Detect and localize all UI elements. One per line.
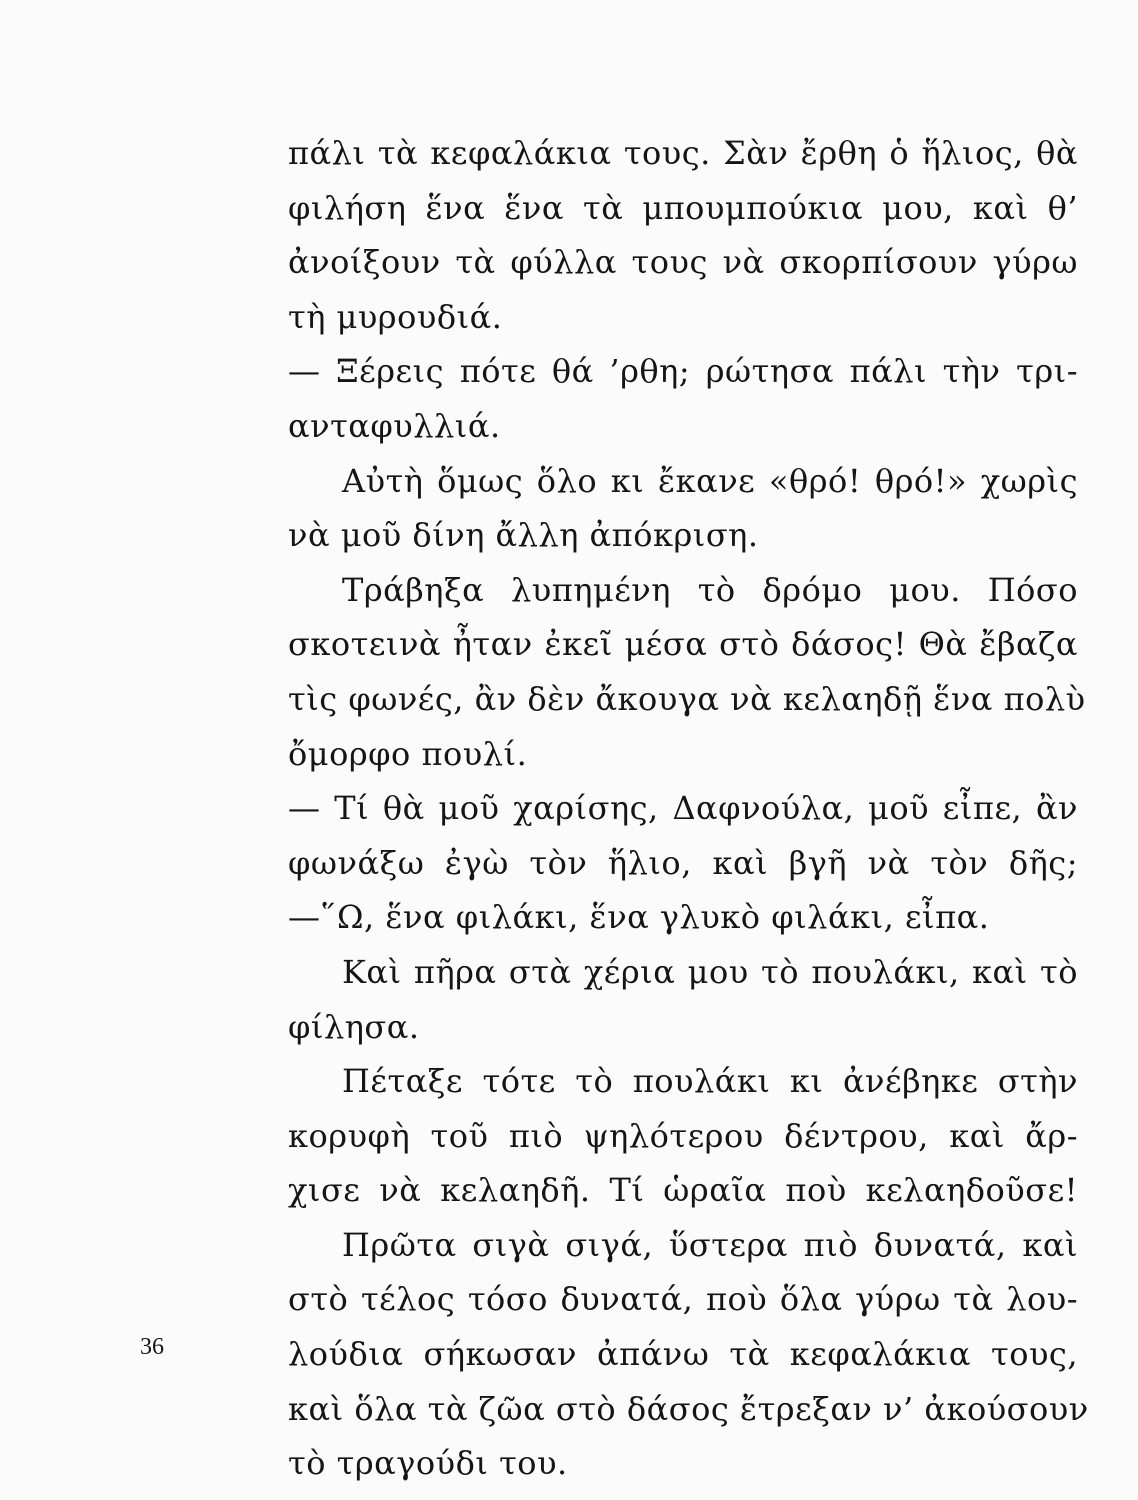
text-line-3: ἀνοίξουν τὰ φύλλα τους νὰ σκορπίσουν γύρω <box>288 243 1078 282</box>
text-line-19: κορυφὴ τοῦ πιὸ ψηλότερου δέντρου, καὶ ἄρ- <box>288 1116 1078 1155</box>
text-line-4: τὴ μυρουδιά. <box>288 297 503 336</box>
page-text <box>288 126 1089 1491</box>
text-line-15: —῞Ω, ἕνα φιλάκι, ἕνα γλυκὸ φιλάκι, εἶπα. <box>288 898 990 937</box>
text-line-10: σκοτεινὰ ἦταν ἐκεῖ μέσα στὸ δάσος! Θὰ ἔβαζα <box>288 625 1078 664</box>
text-line-12: ὄμορφο πουλί. <box>288 734 528 773</box>
text-line-23: λούδια σήκωσαν ἀπάνω τὰ κεφαλάκια τους, <box>288 1335 1078 1374</box>
text-line-13: — Τί θὰ μοῦ χαρίσης, Δαφνούλα, μοῦ εἶπε, ἂν <box>288 789 1078 828</box>
text-line-18: Πέταξε τότε τὸ πουλάκι κι ἀνέβηκε στὴν <box>342 1062 1078 1101</box>
text-line-25: τὸ τραγούδι του. <box>288 1444 568 1483</box>
text-line-9: Τράβηξα λυπημένη τὸ δρόμο μου. Πόσο <box>342 570 1078 609</box>
text-line-1: πάλι τὰ κεφαλάκια τους. Σὰν ἔρθη ὁ ἥλιος, θὰ <box>288 134 1078 172</box>
text-line-5: — Ξέρεις πότε θά ’ρθη; ρώτησα πάλι τὴν τρι- <box>288 352 1078 391</box>
text-line-7: Αὐτὴ ὅμως ὅλο κι ἔκανε «θρό! θρό!» χωρὶς <box>342 461 1078 500</box>
text-line-6: ανταφυλλιά. <box>288 406 501 445</box>
text-line-14: φωνάξω ἐγὼ τὸν ἥλιο, καὶ βγῆ νὰ τὸν δῆς; <box>288 843 1078 882</box>
text-line-16: Καὶ πῆρα στὰ χέρια μου τὸ πουλάκι, καὶ τὸ <box>342 952 1078 991</box>
text-line-21: Πρῶτα σιγὰ σιγά, ὕστερα πιὸ δυνατά, καὶ <box>342 1225 1078 1264</box>
text-line-24: καὶ ὅλα τὰ ζῶα στὸ δάσος ἔτρεξαν ν’ ἀκούσουν <box>288 1389 1089 1428</box>
page-number: 36 <box>140 1334 164 1360</box>
text-line-20: χισε νὰ κελαηδῆ. Τί ὡραῖα ποὺ κελαηδοῦσε! <box>288 1171 1078 1210</box>
text-line-17: φίλησα. <box>288 1007 420 1046</box>
text-line-22: στὸ τέλος τόσο δυνατά, ποὺ ὅλα γύρω τὰ λου- <box>288 1280 1078 1319</box>
text-line-11: τὶς φωνές, ἂν δὲν ἄκουγα νὰ κελαηδῇ ἕνα πολὺ <box>288 679 1086 718</box>
text-line-2: φιλήση ἕνα ἕνα τὰ μπουμπούκια μου, καὶ θ’ <box>288 188 1078 227</box>
text-line-8: νὰ μοῦ δίνη ἄλλη ἀπόκριση. <box>288 516 759 555</box>
